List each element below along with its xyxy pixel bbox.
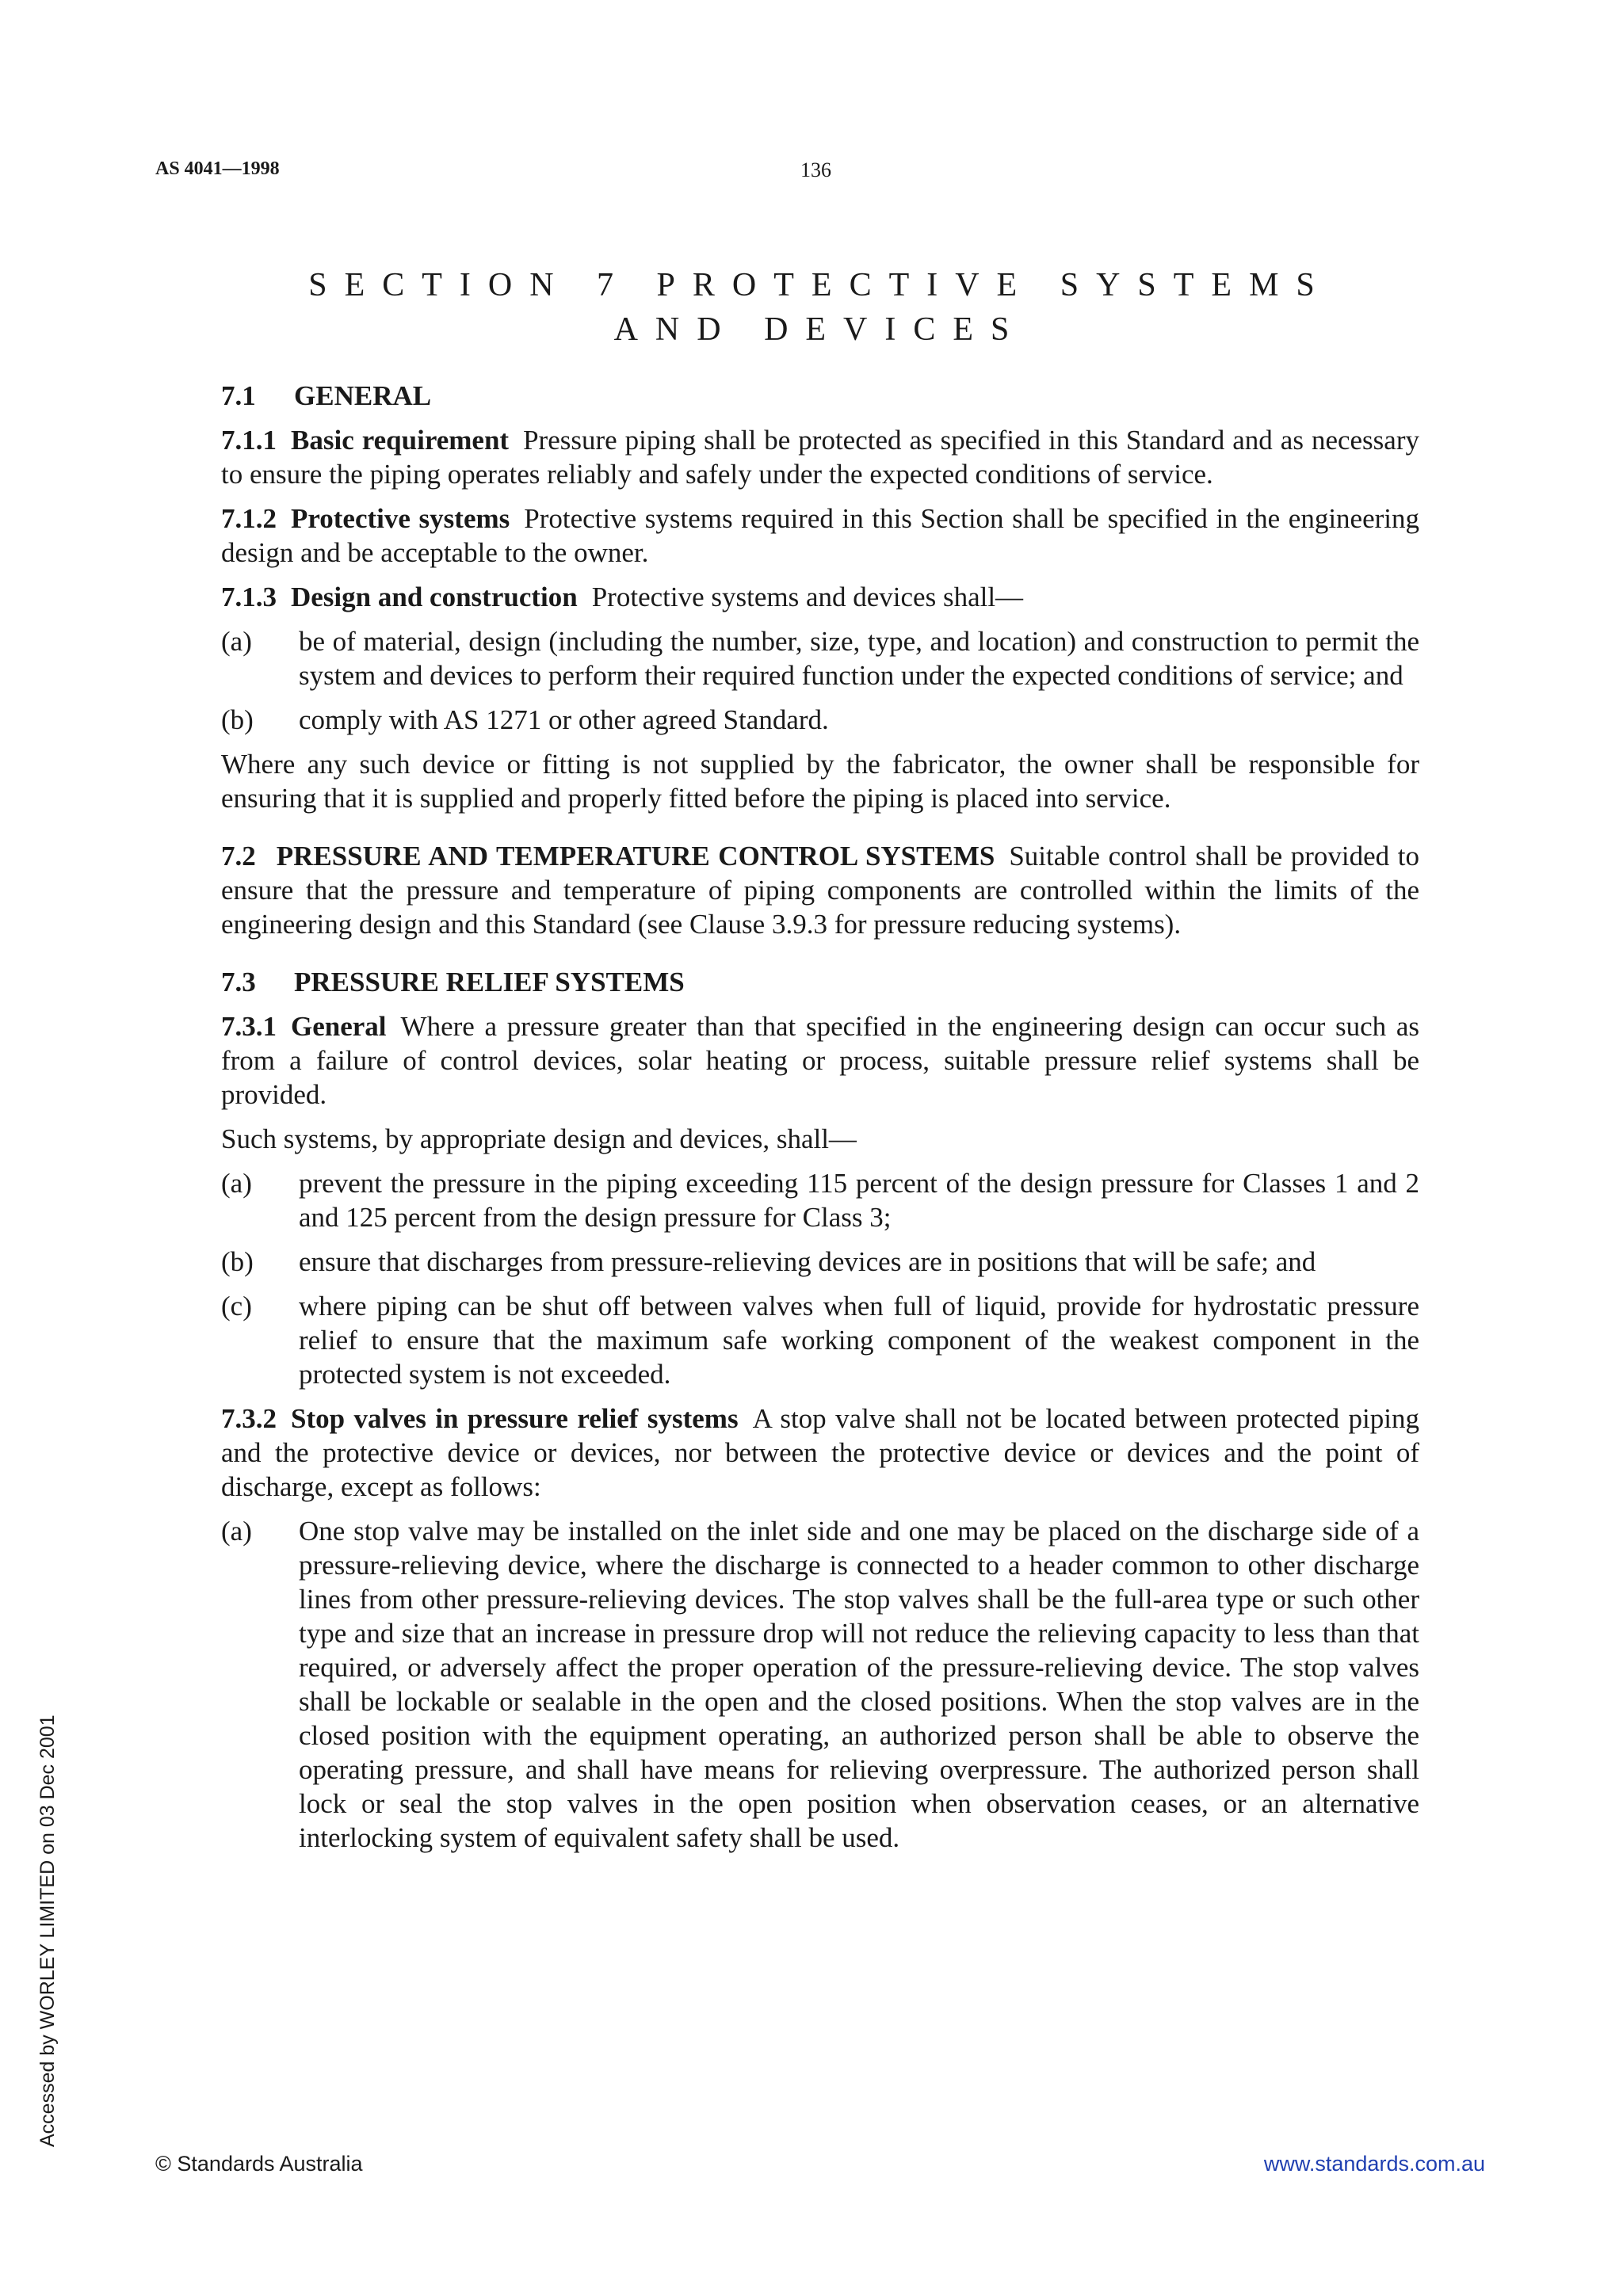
list-item [221, 1514, 1419, 1855]
page-number: 136 [800, 158, 831, 181]
list-item [221, 1289, 1419, 1391]
list-item-label: (a) [221, 1516, 252, 1547]
clause-number: 7.2 [221, 841, 256, 871]
list-item-text: be of material, design (including the number, size, type, and location) and construction to permit the system and devices to perform their required function under the expected conditions of service; and [299, 626, 1419, 691]
paragraph: Where any such device or fitting is not supplied by the fabricator, the owner shall be responsible for ensuring that it is supplied and properly fitted before the piping is placed into service. [221, 749, 1419, 814]
page-header [0, 158, 1623, 190]
standard-id: AS 4041—1998 [155, 158, 280, 179]
list-item [221, 703, 1419, 737]
clause-title: Basic requirement [291, 425, 510, 456]
clause-7-1-3 [221, 580, 1419, 614]
heading-text: GENERAL [294, 380, 432, 411]
page-footer [0, 2152, 1623, 2183]
list-item-label: (b) [221, 704, 254, 735]
list-item-text: comply with AS 1271 or other agreed Standard. [299, 704, 829, 735]
list-item-label: (b) [221, 1246, 254, 1277]
website-link[interactable]: www.standards.com.au [1263, 2152, 1485, 2176]
copyright-notice: © Standards Australia [155, 2152, 363, 2176]
section-title-line-2: AND DEVICES [613, 311, 1027, 348]
heading-text: PRESSURE RELIEF SYSTEMS [294, 967, 685, 997]
list-item-label: (a) [221, 626, 252, 657]
paragraph: Such systems, by appropriate design and devices, shall— [221, 1123, 857, 1154]
clause-text: A stop valve shall not be located between protected piping and the protective device or devices, nor between the protective device or devices and the point of discharge, except as follows: [221, 1403, 1419, 1502]
list-item-label: (a) [221, 1168, 252, 1199]
clause-number: 7.3.2 [221, 1403, 277, 1434]
clause-number: 7.1.2 [221, 503, 277, 534]
list-item [221, 1166, 1419, 1234]
list-item-text: One stop valve may be installed on the inlet side and one may be placed on the discharge side of a pressure-relieving device, where the discharge is connected to a header common to other discharge lines from other pressure-relieving devices. The stop valves shall be the full-area type or such other type and size that an increase in pressure drop will not reduce the relieving capacity to less than that required, or adversely affect the proper operation of the pressure-relieving device. The stop valves shall be lockable or sealable in the open and the closed positions. When the stop valves are in the closed position with the equipment operating, an authorized person shall be able to observe the operating pressure, and shall have means for relieving overpressure. The authorized person shall lock or seal the stop valves in the open position when observation ceases, or an alternative interlocking system of equivalent safety shall be used. [299, 1516, 1419, 1853]
clause-7-1-2 [221, 502, 1419, 570]
clause-number: 7.1.3 [221, 582, 277, 612]
clause-title: General [291, 1011, 387, 1042]
list-item [221, 624, 1419, 692]
clause-text: Where a pressure greater than that specified in the engineering design can occur such as from a failure of control devices, solar heating or process, suitable pressure relief systems shall be provided. [221, 1011, 1419, 1110]
clause-text: Protective systems and devices shall— [591, 582, 1024, 612]
heading-7-1 [221, 379, 1419, 413]
clause-7-3-1 [221, 1009, 1419, 1112]
clause-title: PRESSURE AND TEMPERATURE CONTROL SYSTEMS [276, 841, 995, 871]
clause-title: Stop valves in pressure relief systems [291, 1403, 739, 1434]
body-text [221, 379, 1419, 1865]
clause-number: 7.3.1 [221, 1011, 277, 1042]
section-title [0, 263, 1623, 352]
section-title-line-1: SECTION 7 PROTECTIVE SYSTEMS [308, 267, 1332, 303]
list-item-label: (c) [221, 1291, 252, 1322]
clause-7-3-2 [221, 1402, 1419, 1504]
clause-text: Suitable control shall be provided to ensure that the pressure and temperature of piping components are controlled within the limits of the engineering design and this Standard (see Clause 3.9.3 for pressure reducing systems). [221, 841, 1419, 940]
access-watermark: Accessed by WORLEY LIMITED on 03 Dec 2001 [36, 1714, 59, 2147]
clause-number: 7.1.1 [221, 425, 277, 456]
heading-number: 7.3 [221, 967, 256, 997]
clause-text: Protective systems required in this Section shall be specified in the engineering design and be acceptable to the owner. [221, 503, 1419, 568]
list-item-text: prevent the pressure in the piping exceeding 115 percent of the design pressure for Classes 1 and 2 and 125 percent from the design pressure for Class 3; [299, 1168, 1419, 1233]
clause-title: Design and construction [291, 582, 578, 612]
clause-title: Protective systems [291, 503, 510, 534]
heading-7-3 [221, 965, 1419, 999]
list-item-text: ensure that discharges from pressure-relieving devices are in positions that will be safe; and [299, 1246, 1316, 1277]
clause-7-2 [221, 839, 1419, 941]
heading-number: 7.1 [221, 380, 256, 411]
list-item-text: where piping can be shut off between valves when full of liquid, provide for hydrostatic pressure relief to ensure that the maximum safe working component of the weakest component in the protected system is not exceeded. [299, 1291, 1419, 1390]
list-item [221, 1245, 1419, 1279]
clause-text: Pressure piping shall be protected as specified in this Standard and as necessary to ensure the piping operates reliably and safely under the expected conditions of service. [221, 425, 1419, 490]
clause-7-1-1 [221, 423, 1419, 491]
